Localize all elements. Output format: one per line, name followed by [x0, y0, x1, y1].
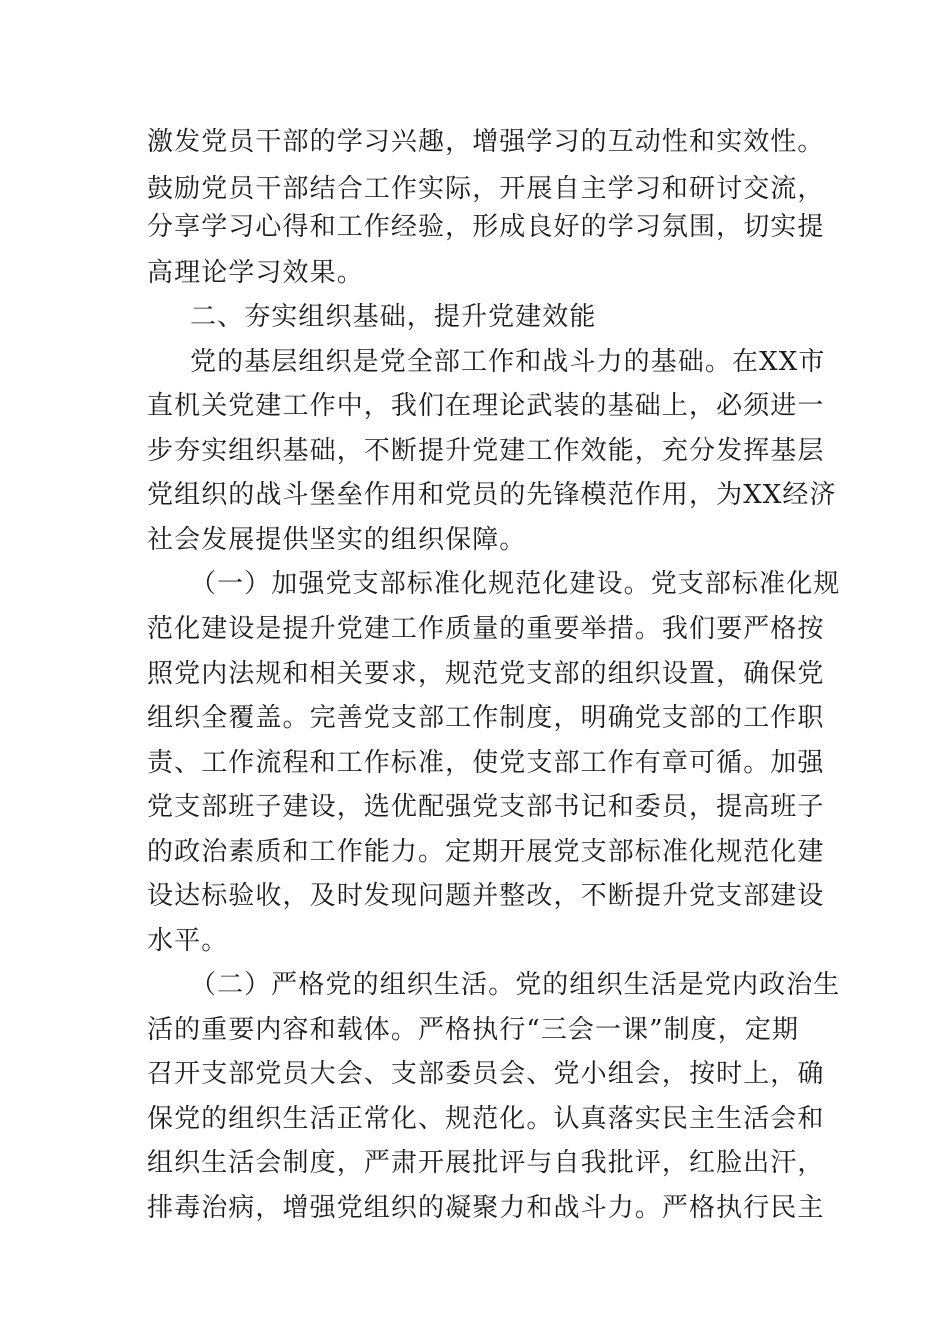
- text-line: 活的重要内容和载体。严格执行“三会一课”制度，定期: [147, 1015, 800, 1045]
- text-line: 召开支部党员大会、支部委员会、党小组会，按时上，确: [147, 1059, 825, 1089]
- text-line: 排毒治病，增强党组织的凝聚力和战斗力。严格执行民主: [147, 1193, 825, 1223]
- text-line: 党支部班子建设，选优配强党支部书记和委员，提高班子: [147, 792, 825, 822]
- text-line: 水平。: [147, 926, 229, 956]
- text-line: 分享学习心得和工作经验，形成良好的学习氛围，切实提: [147, 212, 825, 242]
- text-line: 鼓励党员干部结合工作实际，开展自主学习和研讨交流，: [147, 174, 825, 204]
- text-line: 高理论学习效果。: [147, 258, 364, 288]
- text-line: 责、工作流程和工作标准，使党支部工作有章可循。加强: [147, 748, 825, 778]
- text-line: 设达标验收，及时发现问题并整改，不断提升党支部建设: [147, 881, 825, 911]
- text-line: 范化建设是提升党建工作质量的重要举措。我们要严格按: [147, 614, 825, 644]
- text-line: 保党的组织生活正常化、规范化。认真落实民主生活会和: [147, 1104, 825, 1134]
- text-line: 社会发展提供坚实的组织保障。: [147, 525, 527, 555]
- text-line: 照党内法规和相关要求，规范党支部的组织设置，确保党: [147, 659, 825, 689]
- text-line: 组织全覆盖。完善党支部工作制度，明确党支部的工作职: [147, 703, 825, 733]
- text-line: 步夯实组织基础，不断提升党建工作效能，充分发挥基层: [147, 436, 825, 466]
- text-line: 组织生活会制度，严肃开展批评与自我批评，红脸出汗，: [147, 1148, 825, 1178]
- text-line: 党组织的战斗堡垒作用和党员的先锋模范作用，为XX经济: [147, 480, 837, 510]
- subsection-line: （一）加强党支部标准化规范化建设。党支部标准化规: [190, 569, 841, 599]
- text-line: 激发党员干部的学习兴趣，增强学习的互动性和实效性。: [147, 127, 825, 157]
- text-line: 直机关党建工作中，我们在理论武装的基础上，必须进一: [147, 391, 825, 421]
- text-line: 的政治素质和工作能力。定期开展党支部标准化规范化建: [147, 837, 825, 867]
- text-line: 党的基层组织是党全部工作和战斗力的基础。在XX市: [190, 347, 826, 377]
- section-heading: 二、夯实组织基础，提升党建效能: [190, 302, 597, 332]
- subsection-line: （二）严格党的组织生活。党的组织生活是党内政治生: [190, 970, 841, 1000]
